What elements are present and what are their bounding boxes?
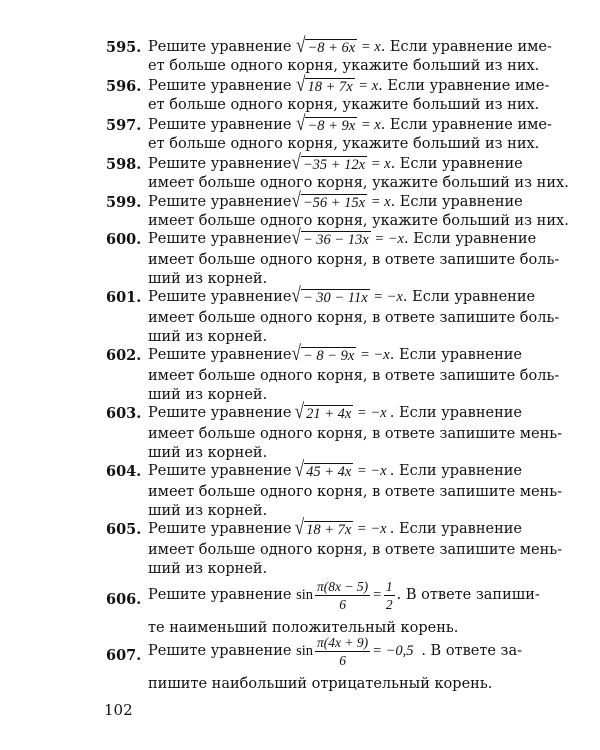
problem-number: 607. xyxy=(106,647,142,664)
sin-argument-fraction: $\frac{\pi(8x - 5)}{6}$ xyxy=(317,579,369,612)
problem-600: 600. Решите уравнение √ − 36 − 13x = −x . Если уравнение имеет больше одного корня, в ответе запишите боль- ший из корней. xyxy=(106,224,560,287)
problem-number: 603. xyxy=(106,405,142,422)
problem-604: 604. Решите уравнение √ 45 + 4x = −x . Если уравнение имеет больше одного корня, в ответе запишите мень- ший из корней. xyxy=(106,456,563,519)
page-number: 102 xyxy=(104,701,133,719)
problem-number: 599. xyxy=(106,194,142,211)
problem-597: 597. Решите уравнение √ −8 + 9x = x. Если уравнение име- ет больше одного корня, укажите больший из них. xyxy=(106,110,552,152)
problem-number: 597. xyxy=(106,117,142,134)
radicand: −35 + 12x xyxy=(302,156,366,173)
problem-number: 600. xyxy=(106,231,142,248)
problem-number: 596. xyxy=(106,78,142,95)
problem-number: 606. xyxy=(106,591,142,608)
problem-number: 604. xyxy=(106,463,142,480)
problem-599: 599. Решите уравнение √ −56 + 15x = x . Если уравнение имеет больше одного корня, укажите больший из них. xyxy=(106,187,569,229)
problem-number: 605. xyxy=(106,521,142,538)
problem-602: 602. Решите уравнение √ − 8 − 9x = −x . Если уравнение имеет больше одного корня, в ответе запишите боль- ший из корней. xyxy=(106,340,560,403)
radicand: −8 + 9x xyxy=(307,117,356,134)
radicand: −56 + 15x xyxy=(302,194,366,211)
problem-607: 607. Решите уравнение sin $\frac{\pi(4x + 9)}{6}$ = −0,5 . В ответе за- пишите наибольший отрицательный корень. xyxy=(106,635,522,692)
radicand: − 8 − 9x xyxy=(302,347,355,364)
problem-606: 606. Решите уравнение sin $\frac{\pi(8x - 5)}{6}$ = $\frac{1}{2}$ . В ответе запиши- те наименьший положительный корень. xyxy=(106,579,540,636)
radicand: − 30 − 11x xyxy=(302,289,368,306)
problem-601: 601. Решите уравнение √ − 30 − 11x = −x . Если уравнение имеет больше одного корня, в ответе запишите боль- ший из корней. xyxy=(106,282,560,345)
radicand: 45 + 4x xyxy=(306,463,352,480)
problem-number: 602. xyxy=(106,347,142,364)
problem-number: 598. xyxy=(106,156,142,173)
problem-598: 598. Решите уравнение √ −35 + 12x = x . Если уравнение имеет больше одного корня, укажите больший из них. xyxy=(106,149,569,191)
radicand: −8 + 6x xyxy=(307,39,356,56)
sin-argument-fraction: $\frac{\pi(4x + 9)}{6}$ xyxy=(317,635,369,668)
problem-596: 596. Решите уравнение √ 18 + 7x = x. Если уравнение име- ет больше одного корня, укажите больший из них. xyxy=(106,71,550,113)
radicand: 18 + 7x xyxy=(306,521,352,538)
problem-595: 595. Решите уравнение √ −8 + 6x = x. Если уравнение име- ет больше одного корня, укажите больший из них. xyxy=(106,32,552,74)
radicand: 21 + 4x xyxy=(306,405,352,422)
problem-605: 605. Решите уравнение √ 18 + 7x = −x . Если уравнение имеет больше одного корня, в ответе запишите мень- ший из корней. xyxy=(106,514,563,577)
problem-number: 595. xyxy=(106,39,142,56)
radicand: 18 + 7x xyxy=(307,78,353,95)
problem-number: 601. xyxy=(106,289,142,306)
rhs-fraction: $\frac{1}{2}$ xyxy=(385,579,393,612)
radicand: − 36 − 13x xyxy=(302,231,369,248)
problem-603: 603. Решите уравнение √ 21 + 4x = −x . Если уравнение имеет больше одного корня, в ответе запишите мень- ший из корней. xyxy=(106,398,563,461)
